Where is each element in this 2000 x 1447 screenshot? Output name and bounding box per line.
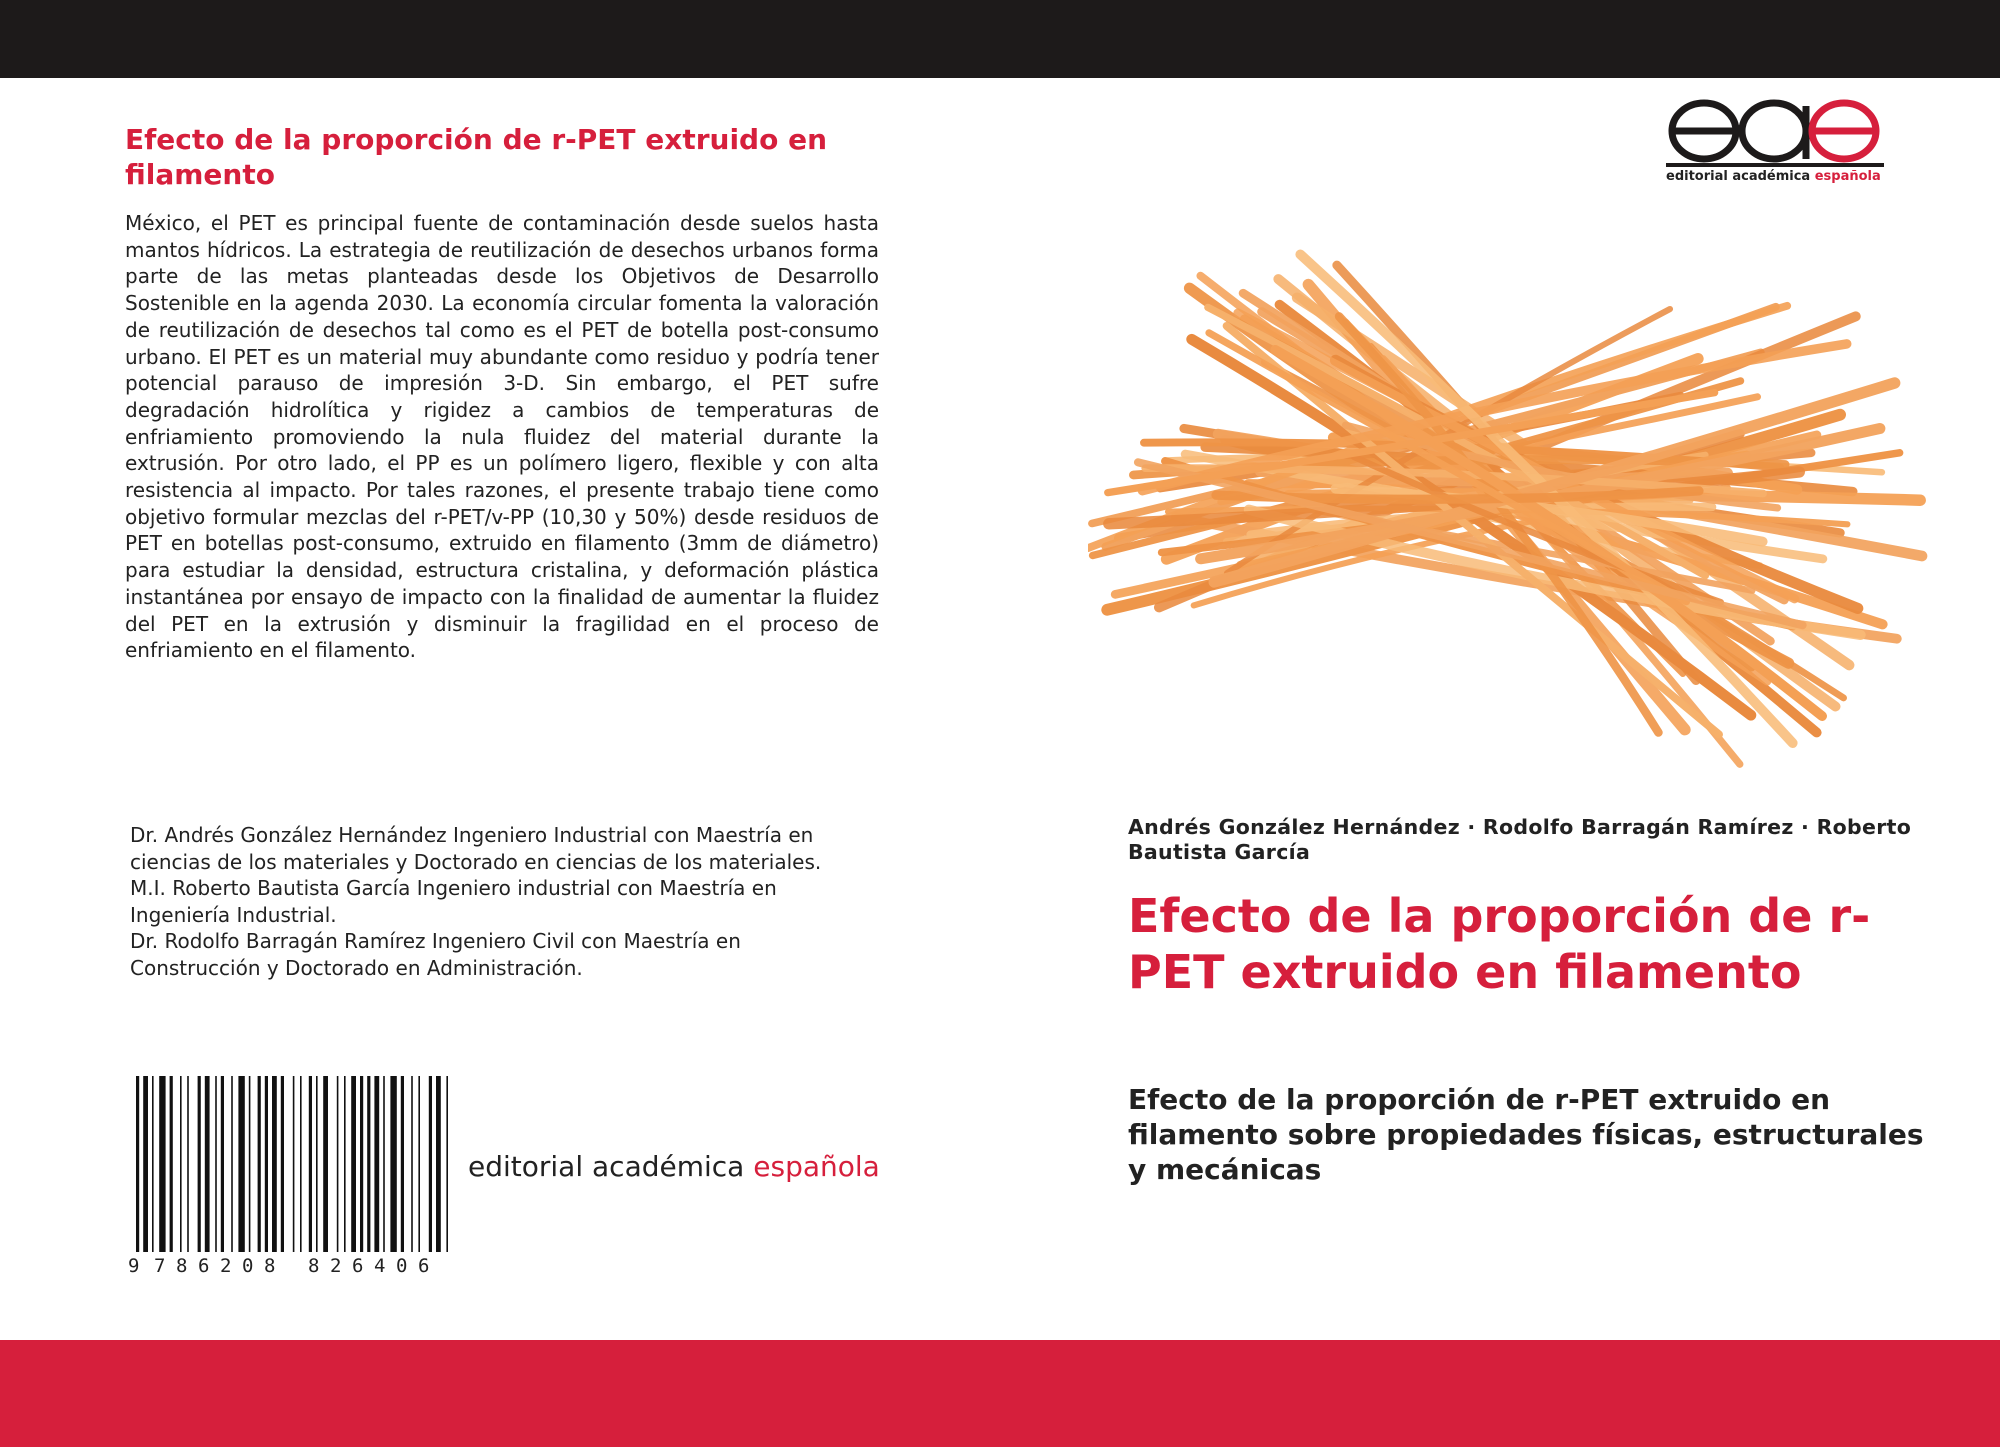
publisher-name-accent: española (753, 1150, 880, 1183)
isbn-digit: 4 (374, 1255, 386, 1276)
author-bio (130, 822, 870, 981)
front-authors: Andrés González Hernández · Rodolfo Barragán Ramírez · Roberto Bautista García (1128, 815, 1912, 864)
isbn-digit: 0 (396, 1255, 408, 1276)
filament-strips-illustration (1088, 245, 1938, 790)
front-cover-title: Efecto de la proporción de r-PET extruido en filamento (1128, 889, 1871, 999)
isbn-digit: 7 (154, 1255, 166, 1276)
isbn-digit: 8 (308, 1255, 320, 1276)
isbn-digit: 2 (330, 1255, 342, 1276)
isbn-digit: 6 (198, 1255, 210, 1276)
bio-line: Dr. Rodolfo Barragán Ramírez Ingeniero Civil con Maestría en Construcción y Doctorado en Administración. (130, 929, 741, 980)
isbn-digit: 9 (128, 1255, 140, 1276)
bio-line: M.I. Roberto Bautista García Ingeniero industrial con Maestría en Ingeniería Industrial. (130, 876, 777, 927)
top-band (0, 0, 2000, 78)
bio-line: Dr. Andrés González Hernández Ingeniero Industrial con Maestría en ciencias de los materiales y Doctorado en ciencias de los materiales. (130, 823, 822, 874)
publisher-name-main: editorial académica (468, 1150, 754, 1183)
isbn-digit: 8 (176, 1255, 188, 1276)
barcode-graphic (128, 1076, 458, 1276)
isbn-digit: 6 (418, 1255, 430, 1276)
logo-caption-main: editorial académica (1666, 169, 1815, 184)
back-cover-title: Efecto de la proporción de r-PET extruido en filamento (125, 123, 828, 191)
isbn-barcode-icon (128, 1076, 458, 1276)
front-cover-subtitle: Efecto de la proporción de r-PET extruido en filamento sobre propiedades físicas, estructurales y mecánicas (1128, 1083, 1924, 1186)
isbn-digit: 2 (220, 1255, 232, 1276)
bottom-band (0, 1340, 2000, 1447)
logo-caption-accent: española (1814, 169, 1881, 184)
isbn-digit: 0 (242, 1255, 254, 1276)
back-publisher-name (468, 1150, 880, 1183)
cover-photo (1088, 245, 1938, 790)
back-cover-blurb: México, el PET es principal fuente de contaminación desde suelos hasta mantos hídricos. La estrategia de reutilización de desechos urbanos forma parte de las metas planteadas desde los Objetivos de Desarrollo Sostenible en la agenda 2030. La economía circular fomenta la valoración de reutilización de desechos tal como es el PET de botella post-consumo urbano. El PET es un material muy abundante como residuo y podría tener potencial parauso de impresión 3-D. Sin embargo, el PET sufre degradación hidrolítica y rigidez a cambios de temperaturas de enfriamiento promoviendo la nula fluidez del material durante la extrusión. Por otro lado, el PP es un polímero ligero, flexible y con alta resistencia al impacto. Por tales razones, el presente trabajo tiene como objetivo formular mezclas del r-PET/v-PP (10,30 y 50%) desde residuos de PET en botellas post-consumo, extruido en filamento (3mm de diámetro) para estudiar la densidad, estructura cristalina, y deformación plástica instantánea por ensayo de impacto con la finalidad de aumentar la fluidez del PET en la extrusión y disminuir la fragilidad en el proceso de enfriamiento en el filamento. (125, 211, 879, 663)
isbn-digit: 6 (352, 1255, 364, 1276)
logo-caption (1666, 169, 1886, 184)
isbn-digit: 8 (264, 1255, 276, 1276)
